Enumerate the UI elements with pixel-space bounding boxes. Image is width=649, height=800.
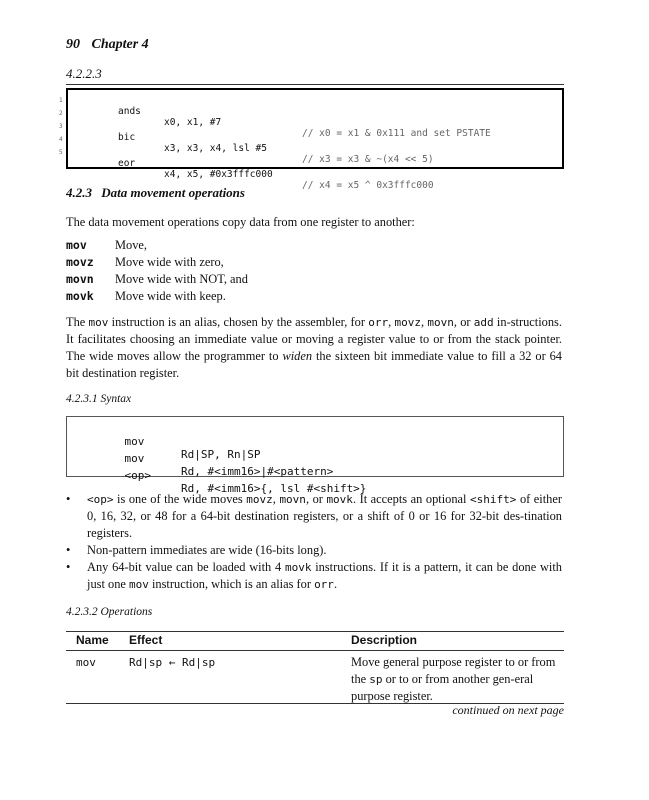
- code-comment: // x4 = x5 ^ 0x3fffc000: [302, 180, 434, 191]
- header-rule: [66, 84, 564, 85]
- code-args: x3, x3, x4, lsl #5: [164, 143, 267, 154]
- line-number: 4: [59, 136, 63, 143]
- code-op: bic: [118, 132, 136, 143]
- subsection-label: 4.2.2.3: [66, 66, 102, 81]
- inline-code: <op>: [87, 493, 114, 506]
- text-run: ,: [272, 492, 280, 506]
- definition-term: movn: [66, 272, 94, 286]
- body-paragraph: [66, 314, 562, 382]
- text-run: Non-pattern immediates are wide (16-bits long).: [87, 543, 327, 557]
- inline-code: movz: [394, 316, 421, 329]
- continued-note: continued on next page: [452, 703, 564, 717]
- definition-term: movz: [66, 255, 94, 269]
- definition-desc: Move wide with keep.: [115, 289, 226, 303]
- syntax-args: Rd, #<imm16>{, lsl #<shift>}: [181, 482, 367, 495]
- syntax-args: Rd, #<imm16>|#<pattern>: [181, 465, 334, 478]
- text-run: .: [333, 577, 338, 591]
- text-run: instruction, which is an alias for: [148, 577, 315, 591]
- text-run: in-structions. It facilitates choosing an immediate value or moving a register value to or from the stack pointer. The wide moves allow the programmer to: [66, 315, 562, 363]
- section-heading: [66, 185, 245, 201]
- table-cell-name: mov: [76, 656, 96, 669]
- running-head: [66, 37, 149, 53]
- line-number: 5: [59, 149, 63, 156]
- text-run: of either 0, 16, 32, or 48 for a 64-bit destination registers, or a shift of 0 or 16 for 32-bit des-tination registers.: [87, 492, 563, 540]
- text-run: , or: [305, 492, 327, 506]
- inline-code: mov: [88, 316, 109, 329]
- text-run: the sixteen bit immediate value to fill a 32 or 64 bit destination register.: [66, 349, 562, 380]
- code-op: eor: [118, 158, 136, 169]
- code-listing: [66, 88, 564, 191]
- bullet-item: [66, 491, 562, 542]
- line-number: 1: [59, 97, 63, 104]
- inline-code: mov: [129, 578, 149, 591]
- syntax-box: [66, 416, 564, 495]
- bullet-icon: •: [66, 543, 71, 557]
- inline-code: orr: [314, 578, 334, 591]
- definition-desc: Move wide with NOT, and: [115, 272, 248, 286]
- text-run: ,: [421, 315, 428, 329]
- definition-desc: Move wide with zero,: [115, 255, 224, 269]
- inline-code: movz: [246, 493, 273, 506]
- inline-code: movn: [279, 493, 306, 506]
- syntax-op: mov: [124, 452, 145, 465]
- bullet-icon: •: [66, 492, 71, 506]
- text-run: ,: [388, 315, 395, 329]
- text-run: The: [66, 315, 89, 329]
- text-run: . It accepts an optional: [352, 492, 471, 506]
- header-rule: [66, 650, 564, 651]
- text-run: instructions. If it is a pattern, it can be done with just one: [87, 560, 562, 591]
- section-title: Data movement operations: [101, 185, 245, 200]
- text-run: Any 64-bit value can be loaded with 4: [87, 560, 285, 574]
- bullet-icon: •: [66, 560, 71, 574]
- page-number: 90: [66, 37, 80, 52]
- definition-term: movk: [66, 289, 94, 303]
- text-run: is one of the wide moves: [113, 492, 247, 506]
- inline-code: movk: [326, 493, 353, 506]
- syntax-op: <op>: [124, 469, 151, 482]
- emphasis: widen: [282, 349, 313, 363]
- column-header: Effect: [129, 633, 163, 647]
- bullet-item: [66, 542, 562, 559]
- inline-code: orr: [368, 316, 389, 329]
- section-number: 4.2.3: [66, 185, 92, 200]
- code-args: x0, x1, #7: [164, 117, 222, 128]
- inline-code: movn: [427, 316, 454, 329]
- column-header: Description: [351, 633, 418, 647]
- column-header: Name: [76, 633, 109, 647]
- inline-code: sp: [369, 673, 383, 686]
- definition-term: mov: [66, 238, 87, 252]
- definition-desc: Move,: [115, 238, 148, 252]
- code-comment: // x3 = x3 & ~(x4 << 5): [302, 154, 434, 165]
- syntax-args: Rd|SP, Rn|SP: [181, 448, 261, 461]
- inline-code: <shift>: [470, 493, 517, 506]
- inline-code: movk: [284, 561, 312, 574]
- bullet-item: [66, 559, 562, 593]
- table-top-rule: [66, 631, 564, 632]
- chapter-title: Chapter 4: [91, 37, 149, 52]
- bullet-list: [66, 491, 562, 593]
- inline-code: add: [473, 316, 494, 329]
- syntax-op: mov: [124, 435, 145, 448]
- intro-paragraph: The data movement operations copy data from one register to another:: [66, 215, 415, 229]
- code-op: ands: [118, 106, 141, 117]
- operations-heading: 4.2.3.2 Operations: [66, 606, 153, 618]
- table-cell-description: [351, 654, 563, 705]
- table-cell-effect: Rd|sp ← Rd|sp: [129, 656, 216, 669]
- text-run: instruction is an alias, chosen by the assembler, for: [108, 315, 369, 329]
- text-run: or to or from another gen-eral purpose register.: [351, 672, 534, 703]
- syntax-heading: 4.2.3.1 Syntax: [66, 393, 132, 405]
- code-comment: // x0 = x1 & 0x111 and set PSTATE: [302, 128, 491, 139]
- code-args: x4, x5, #0x3fffc000: [164, 169, 273, 180]
- text-run: Move general purpose register to or from the: [351, 655, 556, 686]
- line-number: 2: [59, 110, 63, 117]
- text-run: , or: [453, 315, 474, 329]
- line-number: 3: [59, 123, 63, 130]
